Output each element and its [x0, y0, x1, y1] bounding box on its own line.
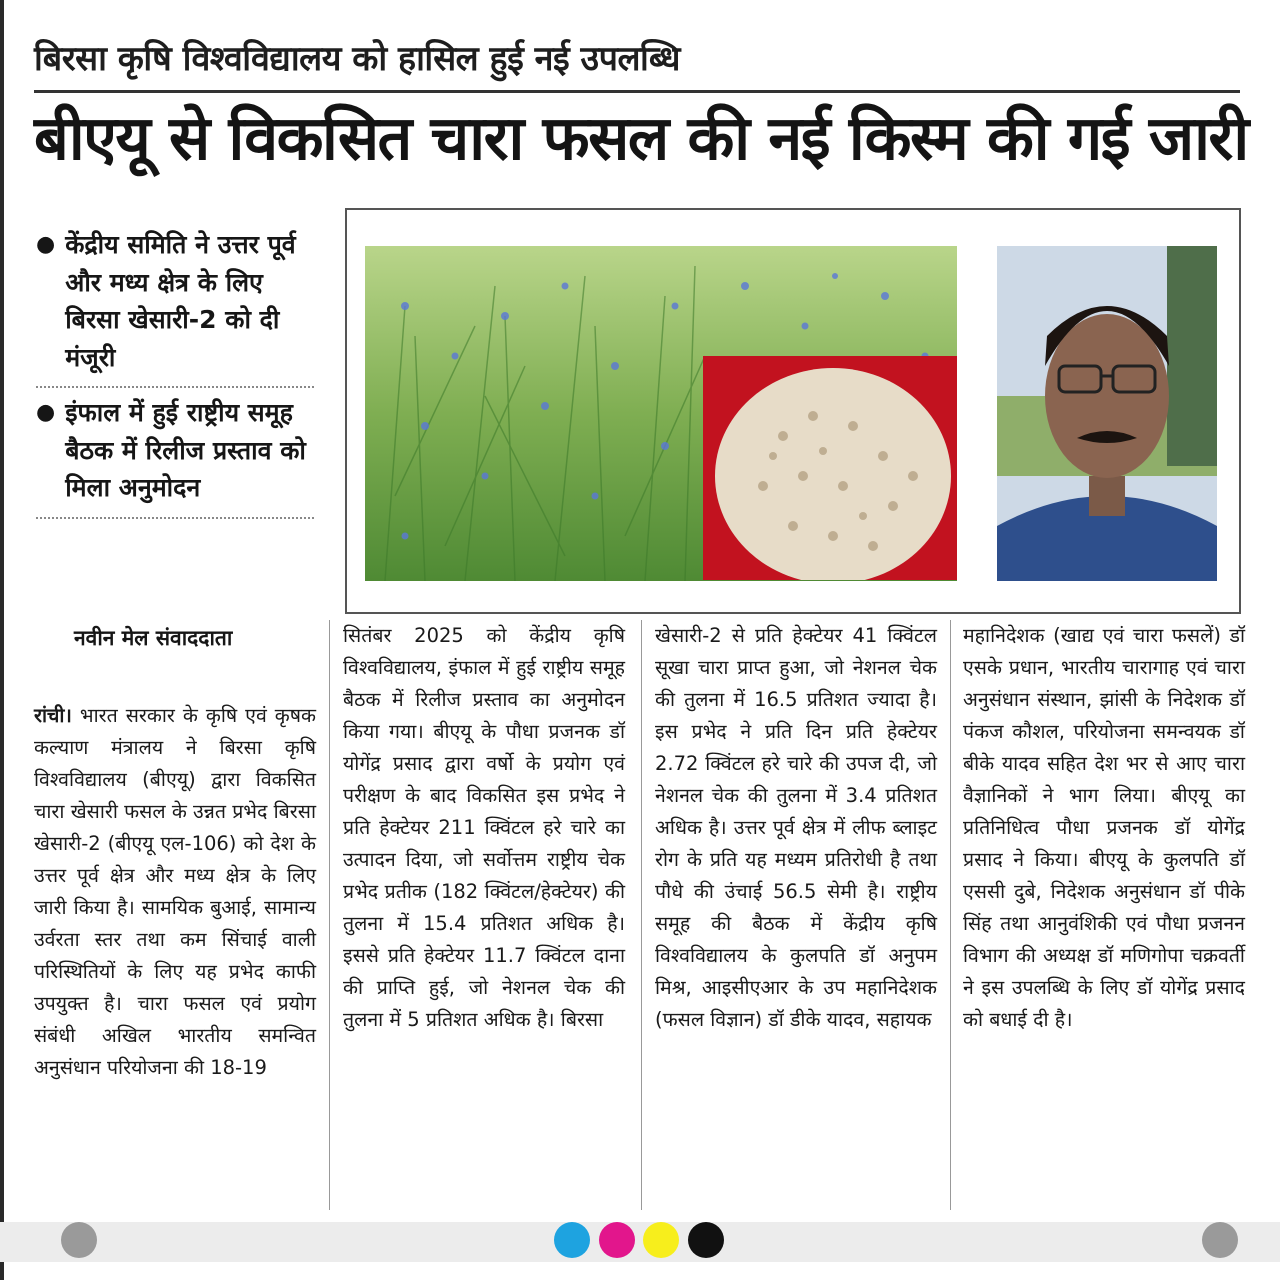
portrait-photo: [997, 246, 1217, 581]
column-divider: [641, 620, 642, 1210]
bullet-icon: ●: [36, 400, 56, 425]
kicker-divider: [34, 90, 1240, 93]
cyan-dot-icon: [554, 1222, 590, 1258]
byline: नवीन मेल संवाददाता: [74, 626, 233, 650]
article-text: भारत सरकार के कृषि एवं कृषक कल्याण मंत्रालय ने बिरसा कृषि विश्वविद्यालय (बीएयू) द्वारा विकसित चारा खेसारी फसल के उन्नत प्रभेद बिरसा खेसारी-2 (बीएयू एल-106) को देश के उत्तर पूर्व क्षेत्र और मध्य क्षेत्र के लिए जारी किया है। सामयिक बुआई, सामान्य उर्वरता स्तर तथा कम सिंचाई वाली परिस्थितियों के लिए यह प्रभेद काफी उपयुक्त है। चारा फसल एवं प्रयोग संबंधी अखिल भारतीय समन्वित अनुसंधान परियोजना की 18-19: [34, 704, 317, 1079]
article-column-2: सितंबर 2025 को केंद्रीय कृषि विश्वविद्यालय, इंफाल में हुई राष्ट्रीय समूह बैठक में रिलीज प्रस्ताव का अनुमोदन किया गया। बीएयू के पौधा प्रजनक डॉ योगेंद्र प्रसाद द्वारा वर्षो के प्रयोग एवं परीक्षण के बाद विकसित इस प्रभेद ने प्रति हेक्टेयर 211 क्विंटल हरे चारे का उत्पादन दिया, जो सर्वोत्तम राष्ट्रीय चेक प्रभेद प्रतीक (182 क्विंटल/हेक्टेयर) की तुलना में 15.4 प्रतिशत अधिक है। इससे प्रति हेक्टेयर 11.7 क्विंटल दाना की प्राप्ति हुई, जो नेशनल चेक की तुलना में 5 प्रतिशत अधिक है। बिरसा: [343, 624, 625, 1031]
photo-frame: [345, 208, 1241, 614]
page-edge-rule: [0, 0, 4, 1280]
highlight-item: [36, 388, 314, 519]
highlights-box: [36, 220, 314, 519]
article-column-3: खेसारी-2 से प्रति हेक्टेयर 41 क्विंटल सूखा चारा प्राप्त हुआ, जो नेशनल चेक की तुलना में 16.5 प्रतिशत ज्यादा है। इस प्रभेद ने प्रति दिन प्रति हेक्टेयर 2.72 क्विंटल हरे चारे की उपज दी, जो नेशनल चेक की तुलना में 3.4 प्रतिशत अधिक है। उत्तर पूर्व क्षेत्र में लीफ ब्लाइट रोग के प्रति यह मध्यम प्रतिरोधी है तथा पौधे की उंचाई 56.5 सेमी है। राष्ट्रीय समूह की बैठक में केंद्रीय कृषि विश्वविद्यालय के कुलपति डॉ अनुपम मिश्र, आइसीएआर के उप महानिदेशक (फसल विज्ञान) डॉ डीके यादव, सहायक: [655, 624, 937, 1031]
registration-mark-icon: [1202, 1222, 1238, 1258]
article-column-4: महानिदेशक (खाद्य एवं चारा फसलें) डॉ एसके प्रधान, भारतीय चारागाह एवं चारा अनुसंधान संस्थान, झांसी के निदेशक डॉ पंकज कौशल, परियोजना समन्वयक डॉ बीके यादव सहित देश भर से आए चारा वैज्ञानिकों ने भाग लिया। बीएयू का प्रतिनिधित्व पौधा प्रजनक डॉ योगेंद्र प्रसाद ने किया। बीएयू के कुलपति डॉ एससी दुबे, निदेशक अनुसंधान डॉ पीके सिंह तथा आनुवंशिकी एवं पौधा प्रजनन विभाग की अध्यक्ष डॉ मणिगोपा चक्रवर्ती ने इस उपलब्धि के लिए डॉ योगेंद्र प्रसाद को बधाई दी है।: [963, 624, 1245, 1031]
registration-mark-icon: [61, 1222, 97, 1258]
seed-inset-photo: [703, 356, 957, 580]
magenta-dot-icon: [599, 1222, 635, 1258]
yellow-dot-icon: [643, 1222, 679, 1258]
column-divider: [950, 620, 951, 1210]
print-registration-strip: [0, 1222, 1280, 1262]
kicker-headline: बिरसा कृषि विश्वविद्यालय को हासिल हुई नई उपलब्धि: [34, 39, 680, 79]
column-divider: [329, 620, 330, 1210]
article-column-1: [34, 700, 316, 1084]
highlight-text: केंद्रीय समिति ने उत्तर पूर्व और मध्य क्षेत्र के लिए बिरसा खेसारी-2 को दी मंजूरी: [65, 230, 296, 372]
portrait-image: [997, 246, 1217, 581]
highlight-item: [36, 220, 314, 388]
dateline: रांची।: [34, 704, 72, 727]
bullet-icon: ●: [36, 232, 56, 257]
seed-inset-image: [703, 356, 957, 580]
highlight-text: इंफाल में हुई राष्ट्रीय समूह बैठक में रिलीज प्रस्ताव को मिला अनुमोदन: [65, 398, 306, 502]
black-dot-icon: [688, 1222, 724, 1258]
main-headline: बीएयू से विकसित चारा फसल की नई किस्म की गई जारी: [34, 103, 1248, 174]
